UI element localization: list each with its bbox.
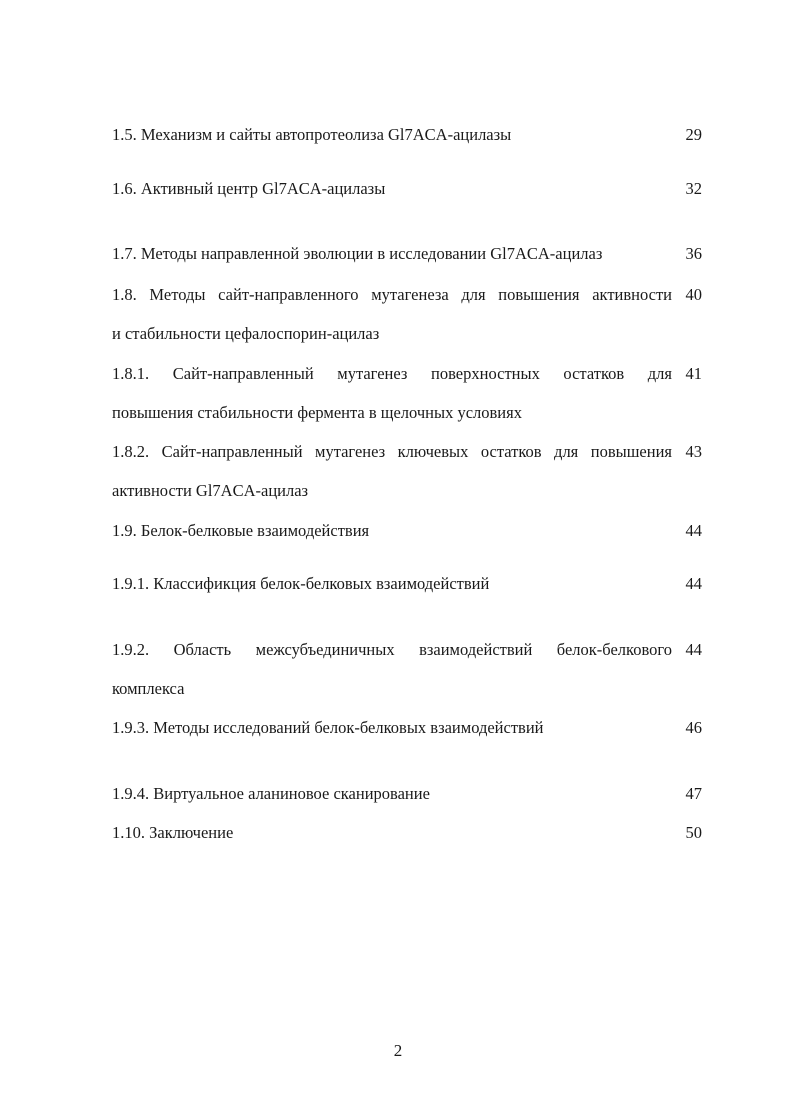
- toc-page-number: 43: [685, 442, 702, 461]
- toc-entry-title: 1.7. Методы направленной эволюции в исследовании Gl7ACA-ацилаз: [112, 244, 603, 263]
- toc-page-number: 29: [685, 125, 702, 144]
- toc-entry-1-10: [112, 822, 702, 844]
- toc-entry-1-5: [112, 124, 702, 146]
- toc-entry-title: 1.5. Механизм и сайты автопротеолиза Gl7ACA-ацилазы: [112, 125, 512, 144]
- toc-entry-1-7: [112, 243, 702, 265]
- toc-entry-title: 1.8.1. Сайт-направленный мутагенез поверхностных остатков для: [112, 364, 672, 383]
- toc-entry-1-8: [112, 284, 702, 345]
- toc-entry-title: 1.6. Активный центр Gl7ACA-ацилазы: [112, 179, 386, 198]
- toc-page-number: 41: [685, 364, 702, 383]
- toc-page-number: 36: [685, 244, 702, 263]
- toc-page-number: 40: [685, 285, 702, 304]
- toc-entry-1-9: [112, 520, 702, 542]
- toc-page-number: 44: [685, 640, 702, 659]
- toc-entry-title: 1.9.2. Область межсубъединичных взаимодействий белок-белкового: [112, 640, 672, 659]
- toc-page-number: 44: [685, 574, 702, 593]
- toc-entry-title: 1.9.3. Методы исследований белок-белковых взаимодействий: [112, 718, 544, 737]
- toc-entry-1-8-1: [112, 363, 702, 424]
- toc-entry-title-continuation: и стабильности цефалоспорин-ацилаз: [112, 324, 380, 343]
- toc-entry-title: 1.9. Белок-белковые взаимодействия: [112, 521, 370, 540]
- toc-entry-title-continuation: повышения стабильности фермента в щелочных условиях: [112, 403, 522, 422]
- toc-entry-1-8-2: [112, 441, 702, 502]
- toc-page-number: 46: [685, 718, 702, 737]
- toc-entry-title-continuation: активности Gl7ACA-ацилаз: [112, 481, 309, 500]
- toc-page-number: 44: [685, 521, 702, 540]
- toc-entry-1-9-3: [112, 717, 702, 739]
- toc-entry-1-9-4: [112, 783, 702, 805]
- toc-page-number: 50: [685, 823, 702, 842]
- toc-page-number: 32: [685, 179, 702, 198]
- toc-entry-1-9-1: [112, 573, 702, 595]
- toc-entry-title: 1.9.1. Классификция белок-белковых взаимодействий: [112, 574, 490, 593]
- toc-page-number: 47: [685, 784, 702, 803]
- toc-entry-title: 1.8.2. Сайт-направленный мутагенез ключевых остатков для повышения: [112, 442, 672, 461]
- toc-entry-1-9-2: [112, 639, 702, 700]
- toc-entry-title: 1.10. Заключение: [112, 823, 234, 842]
- page-number: 2: [393, 1041, 403, 1060]
- toc-entry-title: 1.9.4. Виртуальное аланиновое сканирование: [112, 784, 430, 803]
- toc-entry-title: 1.8. Методы сайт-направленного мутагенеза для повышения активности: [112, 285, 672, 304]
- toc-entry-title-continuation: комплекса: [112, 679, 185, 698]
- toc-entry-1-6: [112, 178, 702, 200]
